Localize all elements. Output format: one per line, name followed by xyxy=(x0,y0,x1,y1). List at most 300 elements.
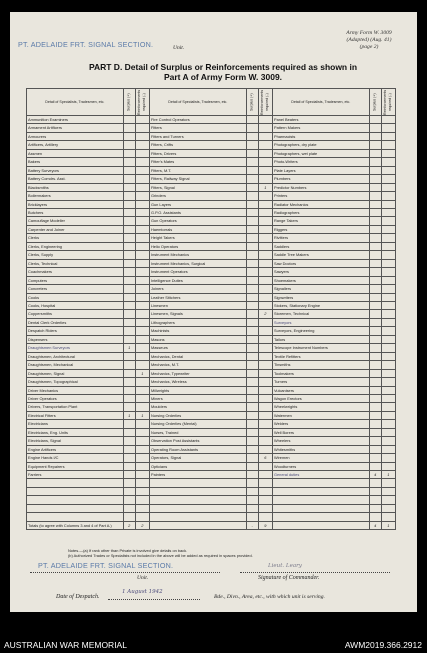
count-cell xyxy=(369,318,381,326)
count-cell xyxy=(246,344,258,352)
count-cell xyxy=(246,149,258,157)
count-cell xyxy=(246,183,258,191)
count-cell xyxy=(135,496,149,504)
count-cell xyxy=(135,386,149,394)
notes xyxy=(68,548,253,558)
count-cell xyxy=(246,361,258,369)
count-cell xyxy=(369,378,381,386)
specialist-cell: Clerks, Engineering xyxy=(27,242,124,250)
count-cell xyxy=(258,124,272,132)
count-cell xyxy=(381,217,395,225)
specialist-cell: Printers xyxy=(272,192,369,200)
count-cell xyxy=(381,318,395,326)
count-cell xyxy=(369,369,381,377)
count-cell xyxy=(258,318,272,326)
table-row xyxy=(27,141,396,149)
count-cell xyxy=(135,420,149,428)
specialist-cell: Plumbers xyxy=(272,175,369,183)
count-cell xyxy=(135,293,149,301)
specialist-cell xyxy=(149,504,246,512)
col-detail-2: Detail of Specialists, Tradesmen, etc. xyxy=(149,89,246,116)
count-cell xyxy=(369,344,381,352)
table-row xyxy=(27,513,396,521)
specialist-cell: Mechanics, Typewriter xyxy=(149,369,246,377)
count-cell xyxy=(246,318,258,326)
specialist-cell: Assmen xyxy=(27,149,124,157)
count-cell xyxy=(369,251,381,259)
specialist-cell: Sawyers xyxy=(272,268,369,276)
count-cell xyxy=(381,513,395,521)
count-cell xyxy=(123,386,135,394)
count-cell xyxy=(258,411,272,419)
specialist-cell: Masseurs xyxy=(149,344,246,352)
table-row xyxy=(27,116,396,124)
count-cell xyxy=(135,242,149,250)
count-cell xyxy=(381,124,395,132)
signature-label: Signature of Commander. xyxy=(258,575,320,581)
table-row xyxy=(27,437,396,445)
count-cell xyxy=(369,327,381,335)
count-cell xyxy=(381,327,395,335)
count-cell xyxy=(246,293,258,301)
count-cell xyxy=(258,386,272,394)
specialist-cell: Radiator Mechanics xyxy=(272,200,369,208)
count-cell xyxy=(123,437,135,445)
specialist-cell: Height Takers xyxy=(149,234,246,242)
specialist-cell: Riggers xyxy=(272,225,369,233)
specialist-cell: Painters xyxy=(149,471,246,479)
specialist-cell: Bricklayers xyxy=(27,200,124,208)
count-cell xyxy=(246,369,258,377)
count-cell xyxy=(135,208,149,216)
count-cell xyxy=(246,352,258,360)
count-cell xyxy=(123,293,135,301)
count-cell xyxy=(369,454,381,462)
date-line xyxy=(108,599,200,600)
specialist-cell: Clerks xyxy=(27,234,124,242)
count-cell xyxy=(135,361,149,369)
specialist-cell: Photographers, wet plate xyxy=(272,149,369,157)
specialist-cell: Electricians, Eng. Units xyxy=(27,428,124,436)
count-cell: 1 xyxy=(123,344,135,352)
specialist-cell: Equipment Repairers xyxy=(27,462,124,470)
table-row xyxy=(27,479,396,487)
specialist-cell: Welders xyxy=(272,420,369,428)
specialist-cell: Photo-Writers xyxy=(272,158,369,166)
table-row xyxy=(27,268,396,276)
count-cell xyxy=(123,166,135,174)
count-cell xyxy=(381,428,395,436)
count-cell xyxy=(381,437,395,445)
count-cell xyxy=(246,487,258,495)
specialist-cell: G.P.O. Assistants xyxy=(149,208,246,216)
count-cell xyxy=(369,141,381,149)
specialist-cell: Dental Clerk Orderlies xyxy=(27,318,124,326)
specialist-cell: Tinsmiths xyxy=(272,361,369,369)
specialist-cell: Observation Post Assistants xyxy=(149,437,246,445)
specialist-cell: Operators, Signal xyxy=(149,454,246,462)
form-id-line1: Army Form W. 3009 xyxy=(346,30,392,36)
specialist-cell: Butchers xyxy=(27,208,124,216)
table-row xyxy=(27,192,396,200)
specialist-cell: Vulcanisers xyxy=(272,386,369,394)
specialist-cell: Joiners xyxy=(149,285,246,293)
count-cell xyxy=(135,225,149,233)
col-surplus-1: Surplus (+) xyxy=(123,89,135,116)
count-cell xyxy=(369,420,381,428)
specialist-cell: Linesmen, Signals xyxy=(149,310,246,318)
count-cell xyxy=(381,234,395,242)
date-label: Date of Despatch. xyxy=(56,594,100,600)
count-cell xyxy=(246,411,258,419)
specialist-cell xyxy=(27,504,124,512)
bde-label: Bde., Divn., Area, etc., with which unit is serving. xyxy=(214,594,325,600)
count-cell xyxy=(381,293,395,301)
unit-line xyxy=(30,572,220,573)
count-cell xyxy=(246,285,258,293)
count-cell xyxy=(135,428,149,436)
count-cell xyxy=(369,268,381,276)
specialist-cell xyxy=(27,479,124,487)
specialist-cell: Signallers xyxy=(272,285,369,293)
count-cell xyxy=(123,394,135,402)
count-cell xyxy=(246,496,258,504)
table-row xyxy=(27,276,396,284)
specialist-cell: Camouflage Modeller xyxy=(27,217,124,225)
count-cell xyxy=(135,124,149,132)
specialist-cell: Draughtsmen, Topographical xyxy=(27,378,124,386)
col-reinf-1: Reinforcements required (-) xyxy=(135,89,149,116)
count-cell: 2 xyxy=(258,310,272,318)
table-row xyxy=(27,310,396,318)
count-cell xyxy=(369,242,381,250)
count-cell xyxy=(258,158,272,166)
count-cell xyxy=(258,242,272,250)
count-cell xyxy=(246,454,258,462)
count-cell xyxy=(369,301,381,309)
count-cell xyxy=(369,496,381,504)
specialist-cell: Stokers, Stationary Engine xyxy=(272,301,369,309)
count-cell xyxy=(258,234,272,242)
specialist-cell xyxy=(27,496,124,504)
count-cell xyxy=(246,445,258,453)
table-row xyxy=(27,504,396,512)
count-cell xyxy=(135,268,149,276)
count-cell xyxy=(258,479,272,487)
specialist-cell: Armament Artificers xyxy=(27,124,124,132)
col-reinf-3: Reinforcements required (-) xyxy=(381,89,395,116)
count-cell xyxy=(381,276,395,284)
count-cell xyxy=(381,158,395,166)
count-cell xyxy=(369,234,381,242)
table-row xyxy=(27,487,396,495)
count-cell xyxy=(123,242,135,250)
unit-stamp-top: PT. ADELAIDE FRT. SIGNAL SECTION. xyxy=(18,40,154,49)
count-cell xyxy=(381,352,395,360)
count-cell xyxy=(258,403,272,411)
count-cell xyxy=(369,285,381,293)
count-cell xyxy=(381,268,395,276)
specialist-cell: Leather Stitchers xyxy=(149,293,246,301)
specialist-cell: Signwriters xyxy=(272,293,369,301)
count-cell xyxy=(381,192,395,200)
count-cell xyxy=(123,141,135,149)
count-cell xyxy=(258,471,272,479)
title-line1: PART D. Detail of Surplus or Reinforcements required as shown in xyxy=(88,62,358,72)
specialist-cell xyxy=(272,504,369,512)
table-row xyxy=(27,217,396,225)
count-cell xyxy=(123,192,135,200)
count-cell xyxy=(258,378,272,386)
count-cell xyxy=(123,208,135,216)
count-cell xyxy=(123,158,135,166)
table-row xyxy=(27,285,396,293)
specialist-cell: Fitters, Drivers xyxy=(149,149,246,157)
count-cell xyxy=(381,251,395,259)
count-cell xyxy=(135,318,149,326)
count-cell xyxy=(369,513,381,521)
specialist-cell xyxy=(272,479,369,487)
count-cell xyxy=(246,504,258,512)
count-cell xyxy=(381,369,395,377)
count-cell: 1 xyxy=(135,411,149,419)
count-cell xyxy=(123,268,135,276)
table-row xyxy=(27,225,396,233)
count-cell xyxy=(258,225,272,233)
count-cell xyxy=(381,285,395,293)
specialist-cell: Driver Operators xyxy=(27,394,124,402)
count-cell: 1 xyxy=(123,411,135,419)
count-cell xyxy=(369,479,381,487)
specialist-cell: Electrical Fitters xyxy=(27,411,124,419)
specialist-cell: Miners xyxy=(149,394,246,402)
specialist-cell: Watermen xyxy=(272,411,369,419)
count-cell: 1 xyxy=(381,471,395,479)
specialist-cell: Haemtorrals xyxy=(149,225,246,233)
count-cell xyxy=(381,361,395,369)
specialist-cell: Fitters and Turners xyxy=(149,132,246,140)
totals-c3: - xyxy=(246,521,258,529)
date-handwriting: 1 August 1942 xyxy=(122,589,163,595)
count-cell xyxy=(246,403,258,411)
count-cell xyxy=(123,403,135,411)
count-cell xyxy=(369,437,381,445)
count-cell xyxy=(135,513,149,521)
count-cell xyxy=(123,259,135,267)
table-row xyxy=(27,251,396,259)
count-cell xyxy=(381,462,395,470)
count-cell xyxy=(258,293,272,301)
specialist-cell: Saw Doctors xyxy=(272,259,369,267)
count-cell: 4 xyxy=(369,471,381,479)
count-cell xyxy=(135,234,149,242)
count-cell xyxy=(381,378,395,386)
specialist-cell: General duties xyxy=(272,471,369,479)
specialist-cell: Helio Operators xyxy=(149,242,246,250)
count-cell xyxy=(246,124,258,132)
count-cell xyxy=(123,462,135,470)
count-cell xyxy=(123,479,135,487)
specialist-cell: Bakers xyxy=(27,158,124,166)
specialist-cell: Nurses, Trained xyxy=(149,428,246,436)
specialist-cell xyxy=(272,513,369,521)
table-row xyxy=(27,428,396,436)
count-cell xyxy=(135,504,149,512)
count-cell xyxy=(246,386,258,394)
count-cell xyxy=(369,361,381,369)
count-cell xyxy=(258,268,272,276)
count-cell xyxy=(135,301,149,309)
count-cell xyxy=(369,411,381,419)
specialist-cell: Battery Comdrs. Asst. xyxy=(27,175,124,183)
table-row xyxy=(27,454,396,462)
table-body xyxy=(27,116,396,522)
count-cell xyxy=(258,420,272,428)
title-line2: Part A of Army Form W. 3009. xyxy=(163,72,283,82)
count-cell xyxy=(135,310,149,318)
specialist-cell xyxy=(27,487,124,495)
count-cell xyxy=(369,217,381,225)
specialist-cell: Drivers, Transportation Plant xyxy=(27,403,124,411)
count-cell xyxy=(258,428,272,436)
specialist-cell: Electricians xyxy=(27,420,124,428)
count-cell xyxy=(135,344,149,352)
specialist-cell: Artificers, Artillery xyxy=(27,141,124,149)
specialist-cell: Turners xyxy=(272,378,369,386)
count-cell xyxy=(258,132,272,140)
count-cell xyxy=(135,378,149,386)
count-cell xyxy=(369,394,381,402)
count-cell xyxy=(369,208,381,216)
table-row xyxy=(27,411,396,419)
specialist-cell: Clerks, Technical xyxy=(27,259,124,267)
count-cell xyxy=(135,158,149,166)
table-row xyxy=(27,124,396,132)
count-cell xyxy=(369,335,381,343)
count-cell xyxy=(369,225,381,233)
count-cell xyxy=(381,301,395,309)
count-cell xyxy=(381,242,395,250)
count-cell xyxy=(135,437,149,445)
specialist-cell: Fitters xyxy=(149,124,246,132)
table-row xyxy=(27,445,396,453)
count-cell xyxy=(381,403,395,411)
count-cell xyxy=(258,462,272,470)
count-cell xyxy=(246,268,258,276)
specialist-cell: Battery Surveyors xyxy=(27,166,124,174)
count-cell xyxy=(123,301,135,309)
specialists-table xyxy=(26,88,396,530)
count-cell xyxy=(123,378,135,386)
count-cell xyxy=(381,386,395,394)
archive-bar xyxy=(0,636,427,653)
specialist-cell: Fire Control Operators xyxy=(149,116,246,124)
count-cell xyxy=(123,234,135,242)
table-row xyxy=(27,403,396,411)
count-cell xyxy=(135,454,149,462)
specialist-cell: Masons xyxy=(149,335,246,343)
specialist-cell: Plate Layers xyxy=(272,166,369,174)
specialist-cell: Woodturners xyxy=(272,462,369,470)
specialist-cell: Instrument Operators xyxy=(149,268,246,276)
specialist-cell: Well Borers xyxy=(272,428,369,436)
count-cell xyxy=(246,192,258,200)
count-cell xyxy=(123,327,135,335)
specialist-cell: Farriers xyxy=(27,471,124,479)
specialist-cell: Draughtsmen, Architectural xyxy=(27,352,124,360)
count-cell xyxy=(369,293,381,301)
count-cell xyxy=(369,192,381,200)
count-cell xyxy=(258,166,272,174)
totals-blank-2 xyxy=(272,521,369,529)
table-row xyxy=(27,200,396,208)
count-cell xyxy=(381,335,395,343)
table-row xyxy=(27,369,396,377)
count-cell xyxy=(258,445,272,453)
count-cell xyxy=(135,132,149,140)
count-cell xyxy=(369,352,381,360)
specialist-cell: Surveyors xyxy=(272,318,369,326)
table-row xyxy=(27,420,396,428)
count-cell xyxy=(246,200,258,208)
totals-row xyxy=(27,521,396,529)
specialist-cell: Intelligence Duties xyxy=(149,276,246,284)
table-row xyxy=(27,378,396,386)
table-row xyxy=(27,208,396,216)
count-cell xyxy=(246,428,258,436)
specialist-cell: Instrument Mechanics, Surgical xyxy=(149,259,246,267)
count-cell xyxy=(123,124,135,132)
specialist-cell: Wiremen xyxy=(272,454,369,462)
col-reinf-2: Reinforcements required (-) xyxy=(258,89,272,116)
count-cell xyxy=(369,462,381,470)
table-row xyxy=(27,149,396,157)
specialist-cell: Boilermakers xyxy=(27,192,124,200)
count-cell xyxy=(123,285,135,293)
count-cell xyxy=(135,335,149,343)
table-header-row xyxy=(27,89,396,116)
totals-c1: 2 xyxy=(123,521,135,529)
totals-blank xyxy=(149,521,246,529)
count-cell xyxy=(123,420,135,428)
table-row xyxy=(27,352,396,360)
table-row xyxy=(27,293,396,301)
count-cell xyxy=(381,166,395,174)
count-cell xyxy=(258,276,272,284)
specialist-cell: Machinists xyxy=(149,327,246,335)
count-cell xyxy=(381,141,395,149)
count-cell xyxy=(123,318,135,326)
specialist-cell: Storemen, Technical xyxy=(272,310,369,318)
count-cell xyxy=(123,496,135,504)
count-cell xyxy=(381,454,395,462)
specialist-cell: Shoemakers xyxy=(272,276,369,284)
count-cell xyxy=(135,471,149,479)
count-cell xyxy=(258,301,272,309)
specialist-cell: Panel Beaters xyxy=(272,116,369,124)
specialist-cell: Fitters, M.T. xyxy=(149,166,246,174)
count-cell xyxy=(123,471,135,479)
specialist-cell: Rivitters xyxy=(272,234,369,242)
count-cell xyxy=(246,259,258,267)
count-cell xyxy=(135,487,149,495)
count-cell xyxy=(258,217,272,225)
count-cell xyxy=(258,352,272,360)
specialist-cell: Cooks xyxy=(27,293,124,301)
form-id-line2: (Adapted) (Aug. 41) xyxy=(346,37,392,43)
table-row xyxy=(27,259,396,267)
count-cell xyxy=(258,504,272,512)
